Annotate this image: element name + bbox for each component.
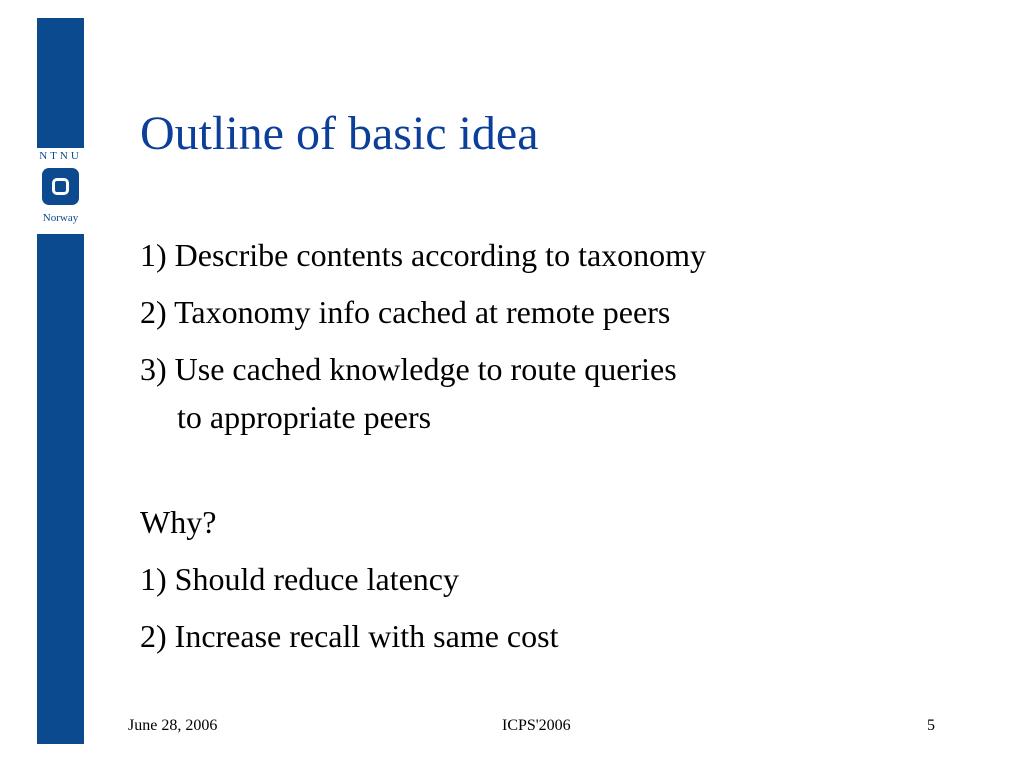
why-heading: Why? (140, 504, 217, 540)
ntnu-logo-icon (42, 168, 79, 205)
ntnu-logo (34, 148, 87, 234)
why-point-2: 2) Increase recall with same cost (140, 618, 559, 654)
footer-date: June 28, 2006 (128, 717, 218, 734)
side-bar (37, 18, 84, 744)
bullet-point-3-continuation: to appropriate peers (177, 399, 432, 435)
slide-title: Outline of basic idea (140, 107, 539, 160)
footer-page-number: 5 (927, 717, 935, 734)
bullet-point-1: 1) Describe contents according to taxonomy (140, 237, 707, 273)
bullet-point-3: 3) Use cached knowledge to route queries (140, 351, 677, 387)
logo-bottom-text: Norway (42, 212, 79, 224)
logo-top-text: NTNU (39, 150, 82, 162)
bullet-point-2: 2) Taxonomy info cached at remote peers (140, 294, 671, 330)
why-point-1: 1) Should reduce latency (140, 561, 459, 597)
logo-mark-inner (52, 178, 69, 195)
footer-event: ICPS'2006 (502, 717, 571, 734)
